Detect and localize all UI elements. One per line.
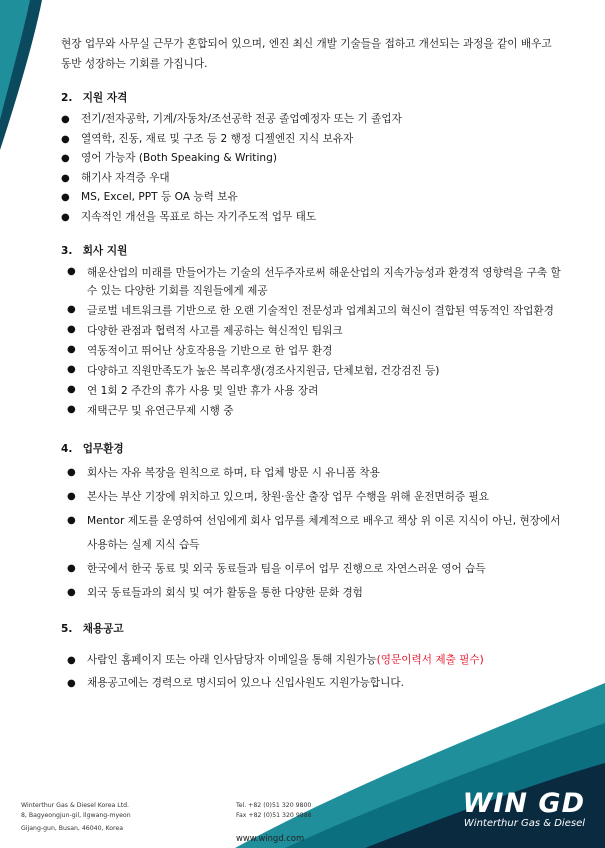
bullet-icon: ● xyxy=(67,304,76,315)
qualifications-list xyxy=(61,110,561,227)
section-title-company-support xyxy=(61,241,561,261)
footer-contact xyxy=(236,801,312,820)
bullet-icon: ● xyxy=(61,133,70,145)
list-item: ● 연 1회 2 주간의 휴가 사용 및 일반 휴가 사용 장려 xyxy=(61,381,561,401)
footer-website-link[interactable]: www.wingd.com xyxy=(236,833,305,843)
list-item: ● 외국 동료들과의 회식 및 여가 활동을 통한 다양한 문화 경험 xyxy=(61,581,561,605)
bullet-icon: ● xyxy=(67,491,76,502)
footer-tel: Tel. +82 (0)51 320 9800 xyxy=(236,802,312,809)
list-item: ● 사람인 홈페이지 또는 아래 인사담당자 이메일을 통해 지원가능(영문이력서 제출 필수) xyxy=(61,649,561,672)
bullet-icon: ● xyxy=(67,678,76,689)
bullet-icon: ● xyxy=(67,384,76,395)
job-posting-list xyxy=(61,649,561,695)
section-number: 5. xyxy=(61,623,73,635)
bullet-icon: ● xyxy=(67,515,76,526)
list-item: ● 열역학, 진동, 재료 및 구조 등 2 행정 디젤엔진 지식 보유자 xyxy=(61,130,561,150)
list-item: ● 해기사 자격증 우대 xyxy=(61,169,561,189)
bullet-icon: ● xyxy=(61,153,70,164)
logo-wordmark: WIN GD xyxy=(462,788,585,819)
bullet-icon: ● xyxy=(67,404,76,415)
bullet-icon: ● xyxy=(61,192,70,203)
section-title-text: 회사 지원 xyxy=(82,245,128,257)
section-number: 4. xyxy=(61,443,73,455)
list-item: ● 채용공고에는 경력으로 명시되어 있으나 신입사원도 지원가능합니다. xyxy=(61,672,561,695)
list-item: ● 글로벌 네트워크를 기반으로 한 오랜 기술적인 전문성과 업계최고의 혁신이 결합된 역동적인 작업환경 xyxy=(61,301,561,321)
section-title-job-posting xyxy=(61,619,561,639)
section-number: 2. xyxy=(61,92,73,104)
required-english-resume-note: (영문이력서 제출 필수) xyxy=(376,654,484,666)
document-body xyxy=(61,34,561,695)
footer-company: Winterthur Gas & Diesel Korea Ltd. xyxy=(21,802,130,809)
section-number: 3. xyxy=(61,245,73,257)
bullet-icon: ● xyxy=(67,344,76,355)
list-item: ● 지속적인 개선을 목표로 하는 자기주도적 업무 태도 xyxy=(61,208,561,228)
list-item: ● 다양하고 직원만족도가 높은 복리후생(경조사지원금, 단체보험, 건강검진 등) xyxy=(61,361,561,381)
bullet-icon: ● xyxy=(61,114,70,125)
list-item: ● MS, Excel, PPT 등 OA 능력 보유 xyxy=(61,188,561,208)
section-title-work-environment xyxy=(61,439,561,459)
logo-tagline: Winterthur Gas & Diesel xyxy=(463,818,585,829)
list-item: ● 전기/전자공학, 기계/자동차/조선공학 전공 졸업예정자 또는 기 졸업자 xyxy=(61,110,561,130)
list-item: ● 역동적이고 뛰어난 상호작용을 기반으로 한 업무 환경 xyxy=(61,341,561,361)
bullet-icon: ● xyxy=(67,563,76,574)
bullet-icon: ● xyxy=(67,266,76,277)
bullet-icon: ● xyxy=(67,364,76,375)
footer-address-line2: Gijang-gun, Busan, 46040, Korea xyxy=(21,825,124,832)
list-item: ● Mentor 제도를 운영하여 선임에게 회사 업무를 체계적으로 배우고 책상 위 이론 지식이 아닌, 현장에서 사용하는 실제 지식 습득 xyxy=(61,509,561,557)
wingd-logo xyxy=(463,790,585,830)
footer-fax: Fax +82 (0)51 320 9888 xyxy=(236,811,312,819)
bullet-icon: ● xyxy=(67,467,76,478)
list-item: ● 재택근무 및 유연근무제 시행 중 xyxy=(61,401,561,421)
section-title-text: 채용공고 xyxy=(82,623,124,635)
bullet-icon: ● xyxy=(61,211,70,223)
bullet-icon: ● xyxy=(67,655,76,666)
corner-swoosh-top-left xyxy=(0,0,45,160)
list-item: ● 한국에서 한국 동료 및 외국 동료들과 팀을 이루어 업무 진행으로 자연스러운 영어 습득 xyxy=(61,557,561,581)
section-title-text: 업무환경 xyxy=(82,443,124,455)
intro-paragraph: 현장 업무와 사무실 근무가 혼합되어 있으며, 엔진 최신 개발 기술들을 접하고 개선되는 과정을 같이 배우고 동반 성장하는 기회를 가집니다. xyxy=(61,38,552,70)
list-item: ● 영어 가능자 (Both Speaking & Writing) xyxy=(61,149,561,169)
bullet-icon: ● xyxy=(67,587,76,598)
footer-address-line1: 8, Bagyeongjun-gil, Ilgwang-myeon xyxy=(21,811,131,819)
work-environment-list xyxy=(61,461,561,605)
list-item: ● 해운산업의 미래를 만들어가는 기술의 선두주자로써 해운산업의 지속가능성과 환경적 영향력을 구축 할 수 있는 다양한 기회를 직원들에게 제공 xyxy=(61,263,561,301)
section-title-text: 지원 자격 xyxy=(82,92,128,104)
list-item: ● 회사는 자유 복장을 원칙으로 하며, 타 업체 방문 시 유니폼 착용 xyxy=(61,461,561,485)
list-item: ● 본사는 부산 기장에 위치하고 있으며, 창원·울산 출장 업무 수행을 위해 운전면허증 필요 xyxy=(61,485,561,509)
bullet-icon: ● xyxy=(67,324,76,335)
list-item: ● 다양한 관점과 협력적 사고를 제공하는 혁신적인 팀워크 xyxy=(61,321,561,341)
company-support-list xyxy=(61,263,561,421)
bullet-icon: ● xyxy=(61,172,70,184)
footer-address xyxy=(21,801,131,834)
section-title-qualifications xyxy=(61,88,561,108)
